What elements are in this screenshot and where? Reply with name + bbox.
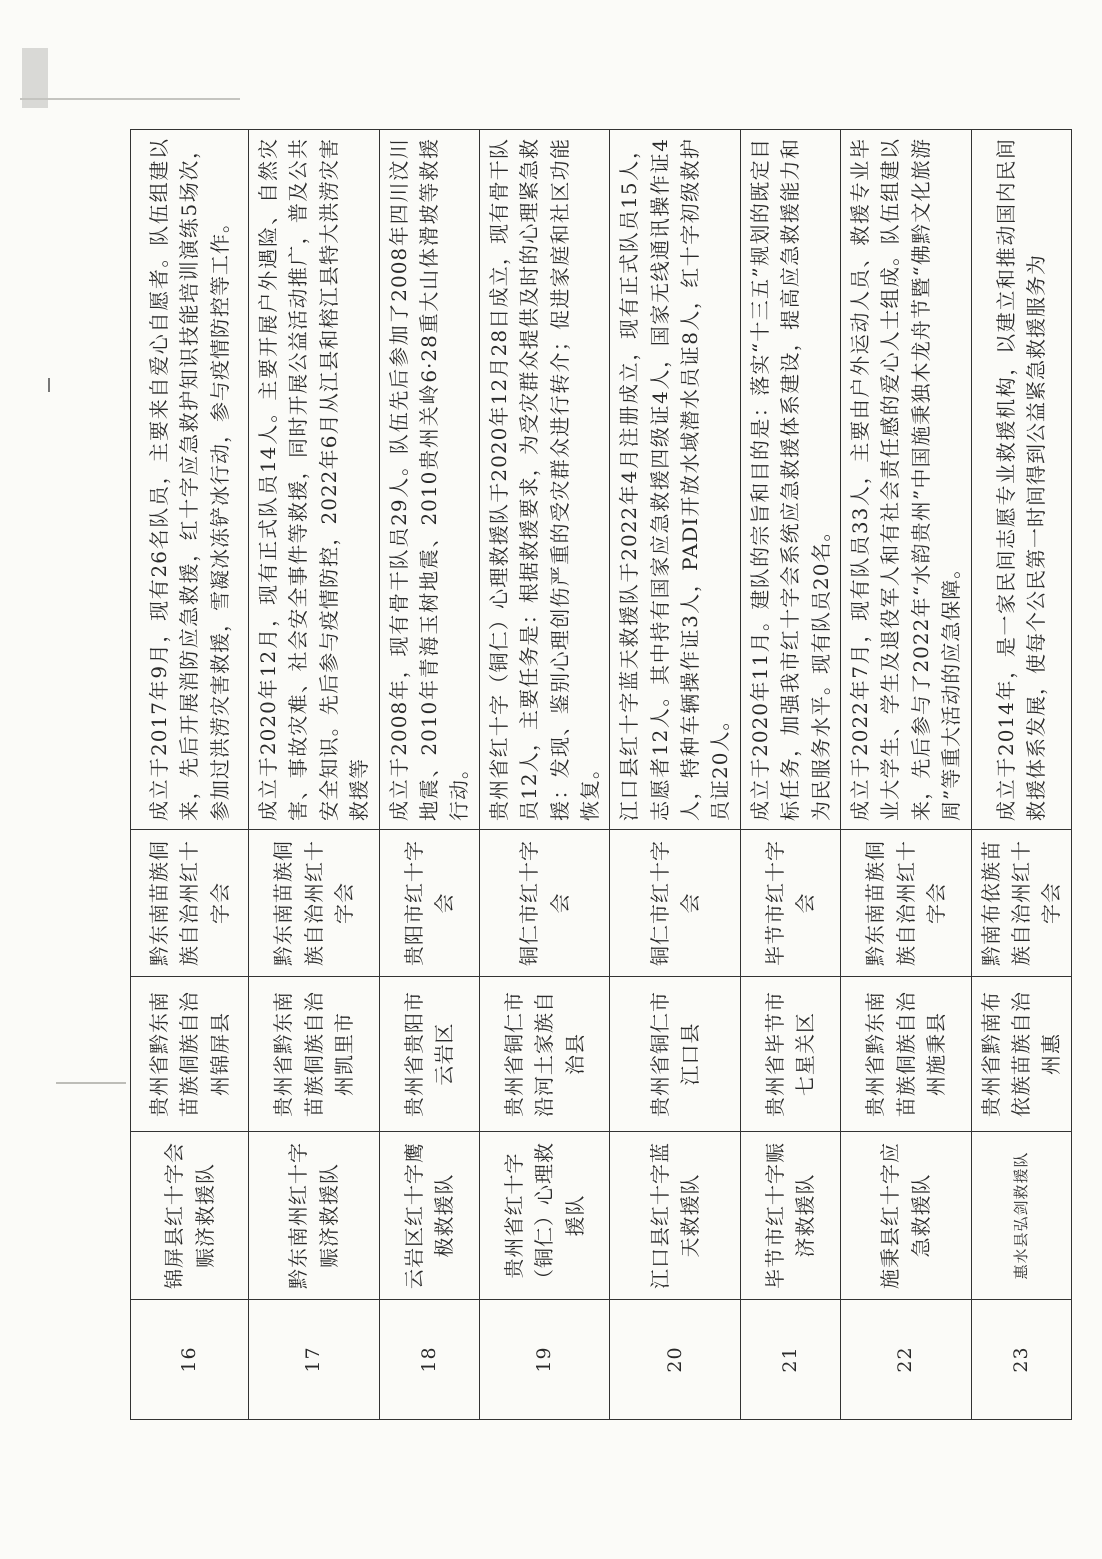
cell-number: 19 (479, 1300, 610, 1420)
cell-number: 23 (971, 1300, 1071, 1420)
cell-location: 贵州省黔东南苗族侗族自治州凯里市 (249, 977, 380, 1132)
table-row (740, 130, 840, 1420)
cell-location: 贵州省贵阳市云岩区 (379, 977, 479, 1132)
cell-organization: 毕节市红十字会 (740, 830, 840, 977)
cell-number: 22 (841, 1300, 972, 1420)
cell-location: 贵州省毕节市七星关区 (740, 977, 840, 1132)
cell-team-name: 锦屏县红十字会赈济救援队 (131, 1132, 249, 1300)
table-row (379, 130, 479, 1420)
scan-line (56, 1082, 126, 1084)
landscape-table-wrapper (130, 130, 1064, 1420)
cell-number: 17 (249, 1300, 380, 1420)
scan-tick (48, 378, 50, 392)
cell-team-name: 贵州省红十字（铜仁）心理救援队 (479, 1132, 610, 1300)
scan-line (20, 98, 240, 100)
cell-description: 成立于2020年12月，现有正式队员14人。主要开展户外遇险、自然灾害、事故灾难、社会安全事件等救援，同时开展公益活动推广，普及公共安全知识。先后参与疫情防控，2022年6月从江县和榕江县特大洪涝灾害救援等 (249, 130, 380, 830)
table-row (479, 130, 610, 1420)
table-row (610, 130, 741, 1420)
cell-organization: 黔南布依族苗族自治州红十字会 (971, 830, 1071, 977)
cell-organization: 黔东南苗族侗族自治州红十字会 (131, 830, 249, 977)
rescue-team-table (130, 129, 1072, 1420)
cell-organization: 贵阳市红十字会 (379, 830, 479, 977)
cell-team-name: 江口县红十字蓝天救援队 (610, 1132, 741, 1300)
cell-location: 贵州省黔南布依族苗族自治州惠 (971, 977, 1071, 1132)
cell-number: 16 (131, 1300, 249, 1420)
cell-team-name: 施秉县红十字应急救援队 (841, 1132, 972, 1300)
cell-team-name: 毕节市红十字赈济救援队 (740, 1132, 840, 1300)
cell-number: 18 (379, 1300, 479, 1420)
cell-location: 贵州省黔东南苗族侗族自治州锦屏县 (131, 977, 249, 1132)
cell-organization: 黔东南苗族侗族自治州红十字会 (249, 830, 380, 977)
table-row (131, 130, 249, 1420)
cell-location: 贵州省黔东南苗族侗族自治州施秉县 (841, 977, 972, 1132)
cell-team-name: 惠水县弘剑救援队 (971, 1132, 1071, 1300)
cell-location: 贵州省铜仁市江口县 (610, 977, 741, 1132)
cell-description: 江口县红十字蓝天救援队于2022年4月注册成立，现有正式队员15人，志愿者12人。其中持有国家应急救援四级证4人，国家无线通讯操作证4人，特种车辆操作证3人，PADI开放水域潜水员证8人，红十字初级救护员证20人。 (610, 130, 741, 830)
cell-organization: 铜仁市红十字会 (479, 830, 610, 977)
cell-description: 成立于2017年9月，现有26名队员，主要来自爱心自愿者。队伍组建以来，先后开展消防应急救援，红十字应急救护知识技能培训演练5场次，参加过洪涝灾害救援，雪凝冰冻铲冰行动，参与疫情防控等工作。 (131, 130, 249, 830)
cell-number: 21 (740, 1300, 840, 1420)
table-row (841, 130, 972, 1420)
cell-description: 成立于2014年，是一家民间志愿专业救援机构，以建立和推动国内民间救援体系发展，使每个公民第一时间得到公益紧急救援服务为 (971, 130, 1071, 830)
table-row (249, 130, 380, 1420)
cell-description: 成立于2020年11月。建队的宗旨和目的是：落实“十三五”规划的既定目标任务，加强我市红十字会系统应急救援体系建设，提高应急救援能力和为民服务水平。现有队员20名。 (740, 130, 840, 830)
cell-team-name: 云岩区红十字鹰极救援队 (379, 1132, 479, 1300)
cell-number: 20 (610, 1300, 741, 1420)
cell-organization: 铜仁市红十字会 (610, 830, 741, 977)
cell-location: 贵州省铜仁市沿河土家族自治县 (479, 977, 610, 1132)
cell-organization: 黔东南苗族侗族自治州红十字会 (841, 830, 972, 977)
table-row (971, 130, 1071, 1420)
cell-description: 成立于2022年7月，现有队员33人，主要由户外运动人员、救援专业毕业大学生、学生及退役军人和有社会责任感的爱心人士组成。队伍组建以来，先后参与了2022年“水韵贵州”中国施秉独木龙舟节暨“佛黔文化旅游周”等重大活动的应急保障。 (841, 130, 972, 830)
cell-team-name: 黔东南州红十字赈济救援队 (249, 1132, 380, 1300)
table-body (131, 130, 1072, 1420)
cell-description: 成立于2008年，现有骨干队员29人。队伍先后参加了2008年四川汶川地震、2010年青海玉树地震、2010贵州关岭6·28重大山体滑坡等救援行动。 (379, 130, 479, 830)
cell-description: 贵州省红十字（铜仁）心理救援队于2020年12月28日成立，现有骨干队员12人，主要任务是：根据救援要求，为受灾群众提供及时的心理紧急救援：发现、鉴别心理创伤严重的受灾群众进行转介；促进家庭和社区功能恢复。 (479, 130, 610, 830)
